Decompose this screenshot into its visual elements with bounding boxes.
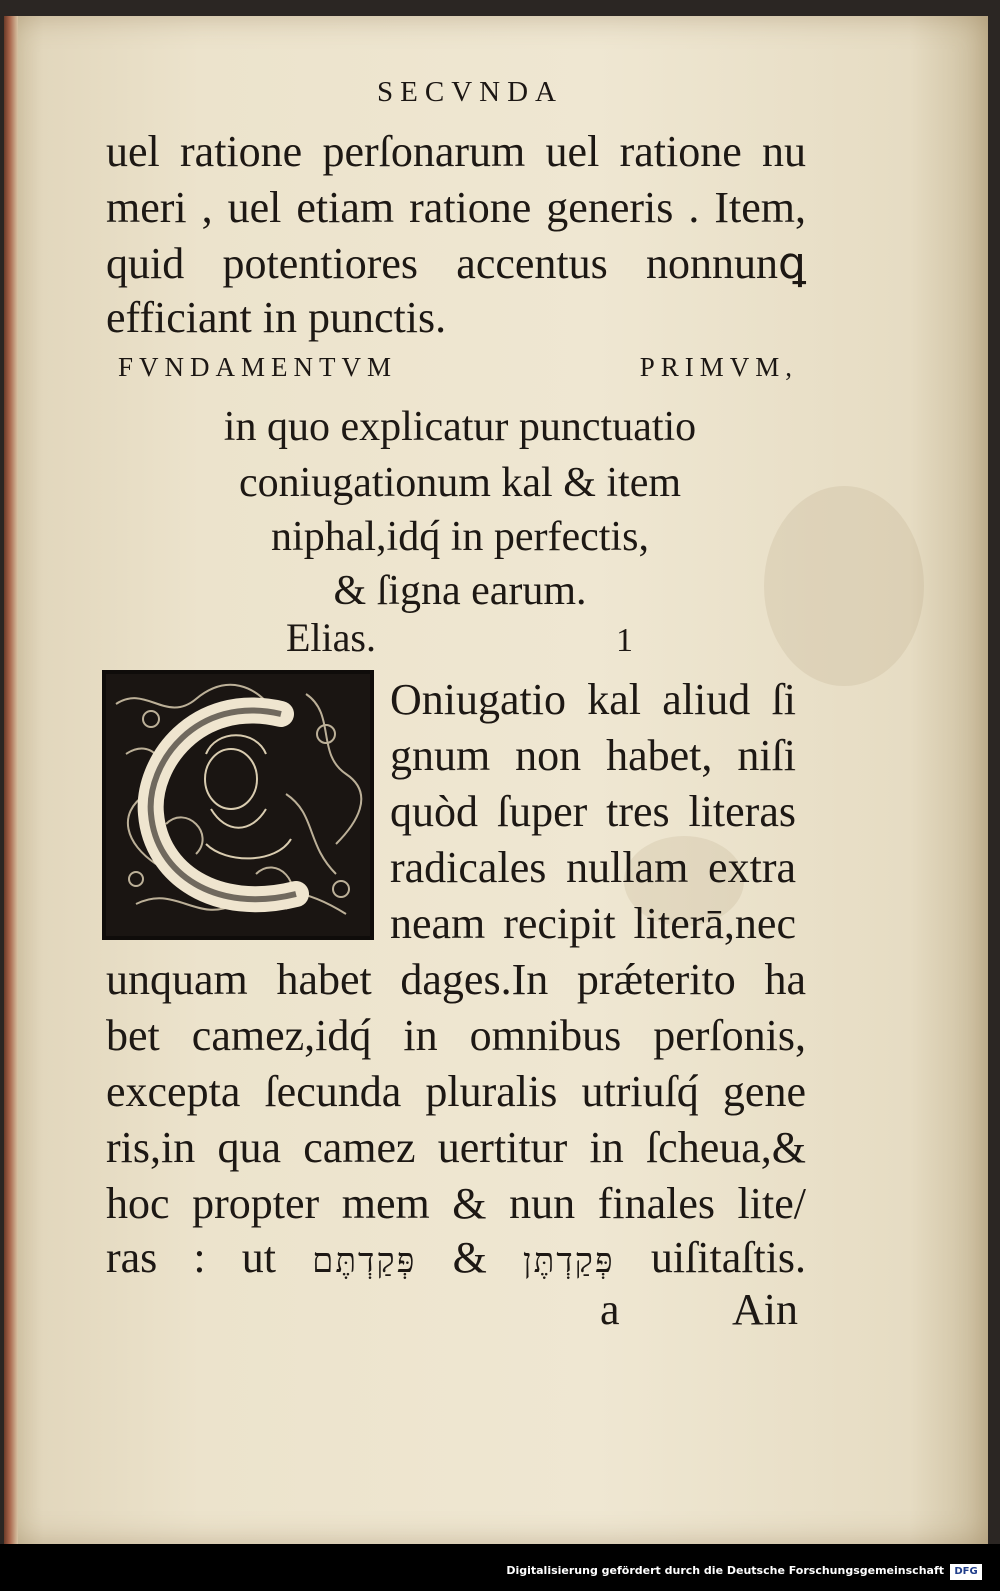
signature-mark: a <box>600 1285 620 1334</box>
heading-line: & ſigna earum. <box>333 568 587 614</box>
speaker-label: Elias. <box>286 615 376 660</box>
text-line: Oniugatio kal aliud ſi <box>390 675 796 724</box>
hebrew-word: פְּקַדְתֶּן <box>522 1241 615 1281</box>
paper-stain <box>764 486 924 686</box>
hebrew-word: פְּקַדְתֶּם <box>312 1241 417 1281</box>
text-line: quid potentiores accentus nonnunꝗ <box>106 239 806 288</box>
hebrew-example-line <box>106 1230 806 1289</box>
text-line: bet camez,idq́ in omnibus perſonis, <box>106 1011 806 1060</box>
text-span: uiſitaſtis. <box>650 1233 807 1282</box>
text-line: excepta ſecunda pluralis utriuſq́ gene <box>106 1067 806 1116</box>
heading-line: in quo explicatur punctuatio <box>223 404 697 450</box>
text-line: meri , uel etiam ratione generis . Item, <box>106 183 806 232</box>
text-line: quòd ſuper tres literas <box>390 787 796 836</box>
text-line: ris,in qua camez uertitur in ſcheua,& <box>106 1123 806 1172</box>
text-line: hoc propter mem & nun finales lite/ <box>106 1179 806 1228</box>
digitization-footer <box>0 1544 1000 1591</box>
text-line: unquam habet dages.In prǽterito ha <box>106 955 806 1004</box>
decorated-initial-c <box>102 670 374 940</box>
dfg-logo-icon[interactable]: DFG <box>950 1564 982 1580</box>
section-number: 1 <box>616 622 633 659</box>
text-line: uel ratione perſonarum uel ratione nu <box>106 127 806 176</box>
page-footer-marks <box>106 1284 806 1340</box>
heading-line: coniugationum kal & item <box>238 460 682 506</box>
text-line: efficiant in punctis. <box>106 293 447 342</box>
woodcut-ornament-icon <box>106 674 370 936</box>
footer-credit: Digitalisierung gefördert durch die Deutsche Forschungsgemeinschaft <box>506 1564 944 1577</box>
text-line: gnum non habet, niſi <box>390 731 796 780</box>
text-line: neam recipit literā,nec <box>390 899 796 948</box>
text-span: ras : ut <box>106 1233 276 1282</box>
catchword: Ain <box>732 1285 798 1334</box>
page-spine-edge <box>4 16 18 1544</box>
heading-line: niphal,idq́ in perfectis, <box>271 514 649 560</box>
text-span: & <box>452 1233 487 1282</box>
section-heading-caps: FVNDAMENTVM PRIMVM, <box>118 352 798 382</box>
running-head: SECVNDA <box>377 76 563 108</box>
text-line: radicales nullam extra <box>390 843 796 892</box>
